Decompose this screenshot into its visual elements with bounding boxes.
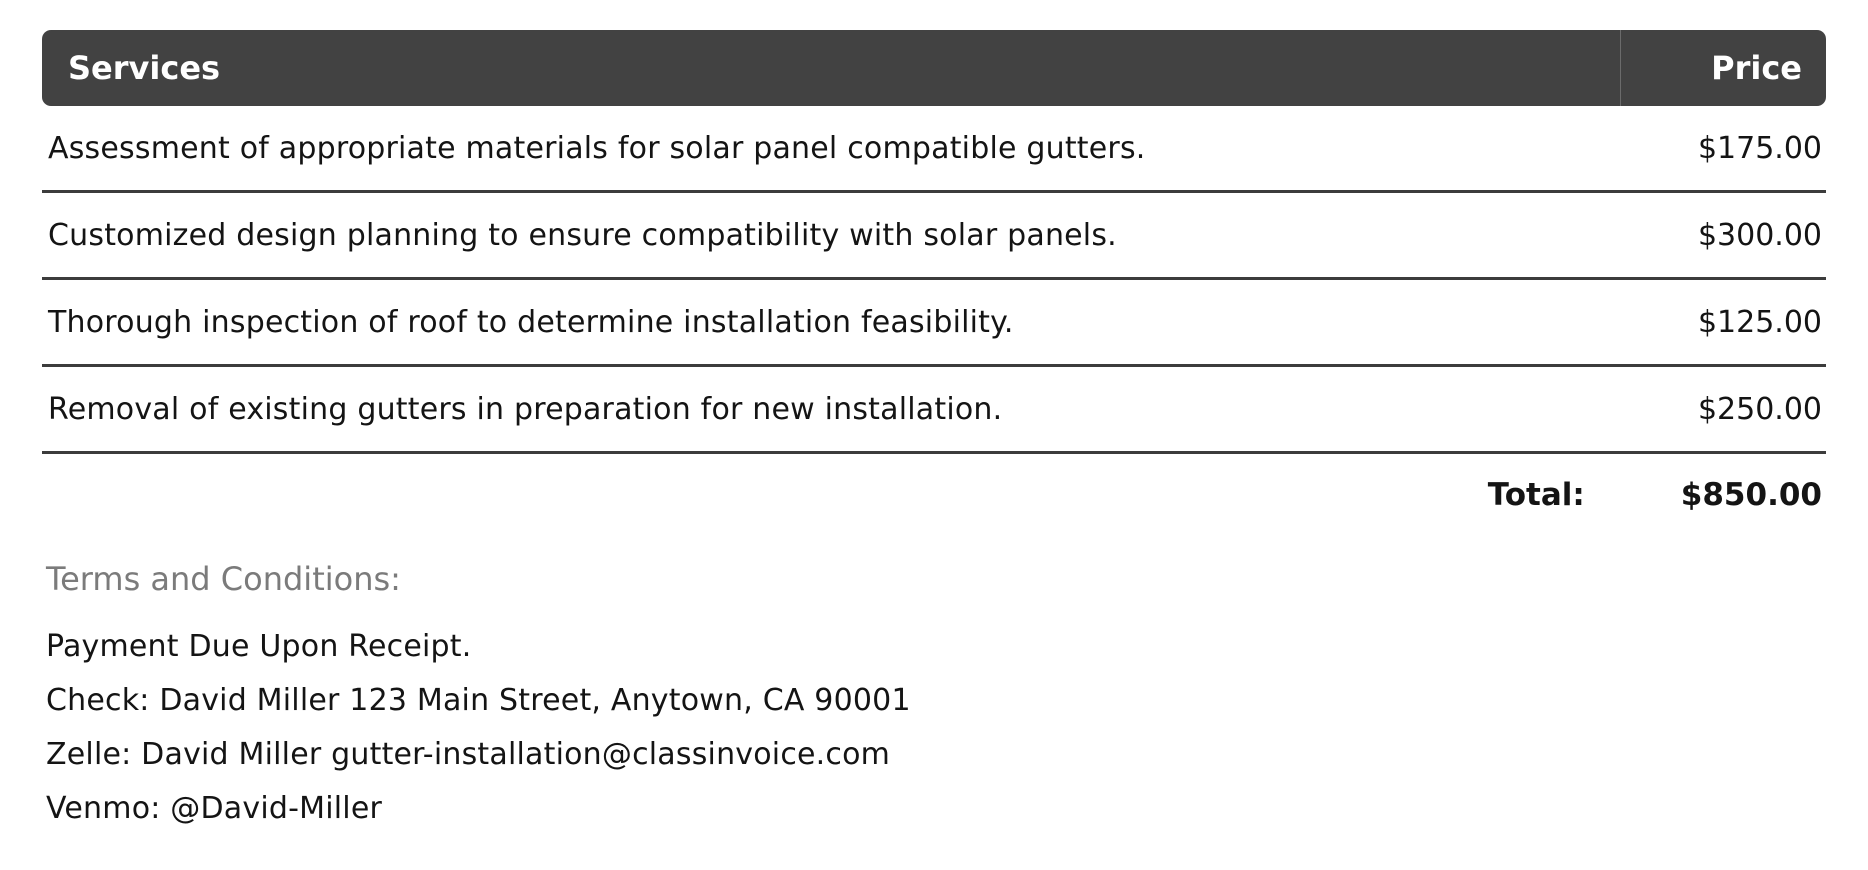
terms-line: Venmo: @David-Miller — [46, 791, 383, 826]
terms-and-conditions-section — [42, 560, 1826, 836]
service-description: Thorough inspection of roof to determine installation feasibility. — [48, 304, 1014, 340]
invoice-content — [42, 30, 1826, 836]
table-row — [42, 280, 1826, 367]
service-price: $250.00 — [1697, 391, 1822, 427]
total-value: $850.00 — [1680, 477, 1822, 513]
services-column-header: Services — [68, 49, 221, 87]
services-table — [42, 30, 1826, 536]
table-header-row — [42, 30, 1826, 106]
total-row — [42, 454, 1826, 536]
table-row — [42, 193, 1826, 280]
terms-heading: Terms and Conditions: — [46, 560, 401, 598]
terms-line: Check: David Miller 123 Main Street, Anytown, CA 90001 — [46, 683, 911, 718]
terms-line: Zelle: David Miller gutter-installation@classinvoice.com — [46, 737, 891, 772]
table-row — [42, 367, 1826, 454]
terms-line: Payment Due Upon Receipt. — [46, 629, 472, 664]
total-label: Total: — [1487, 477, 1585, 513]
service-description: Assessment of appropriate materials for solar panel compatible gutters. — [48, 130, 1146, 166]
price-column-header: Price — [1620, 30, 1826, 106]
service-description: Removal of existing gutters in preparation for new installation. — [48, 391, 1003, 427]
service-description: Customized design planning to ensure compatibility with solar panels. — [48, 217, 1117, 253]
table-row — [42, 106, 1826, 193]
service-price: $125.00 — [1697, 304, 1822, 340]
service-price: $175.00 — [1697, 130, 1822, 166]
service-price: $300.00 — [1697, 217, 1822, 253]
